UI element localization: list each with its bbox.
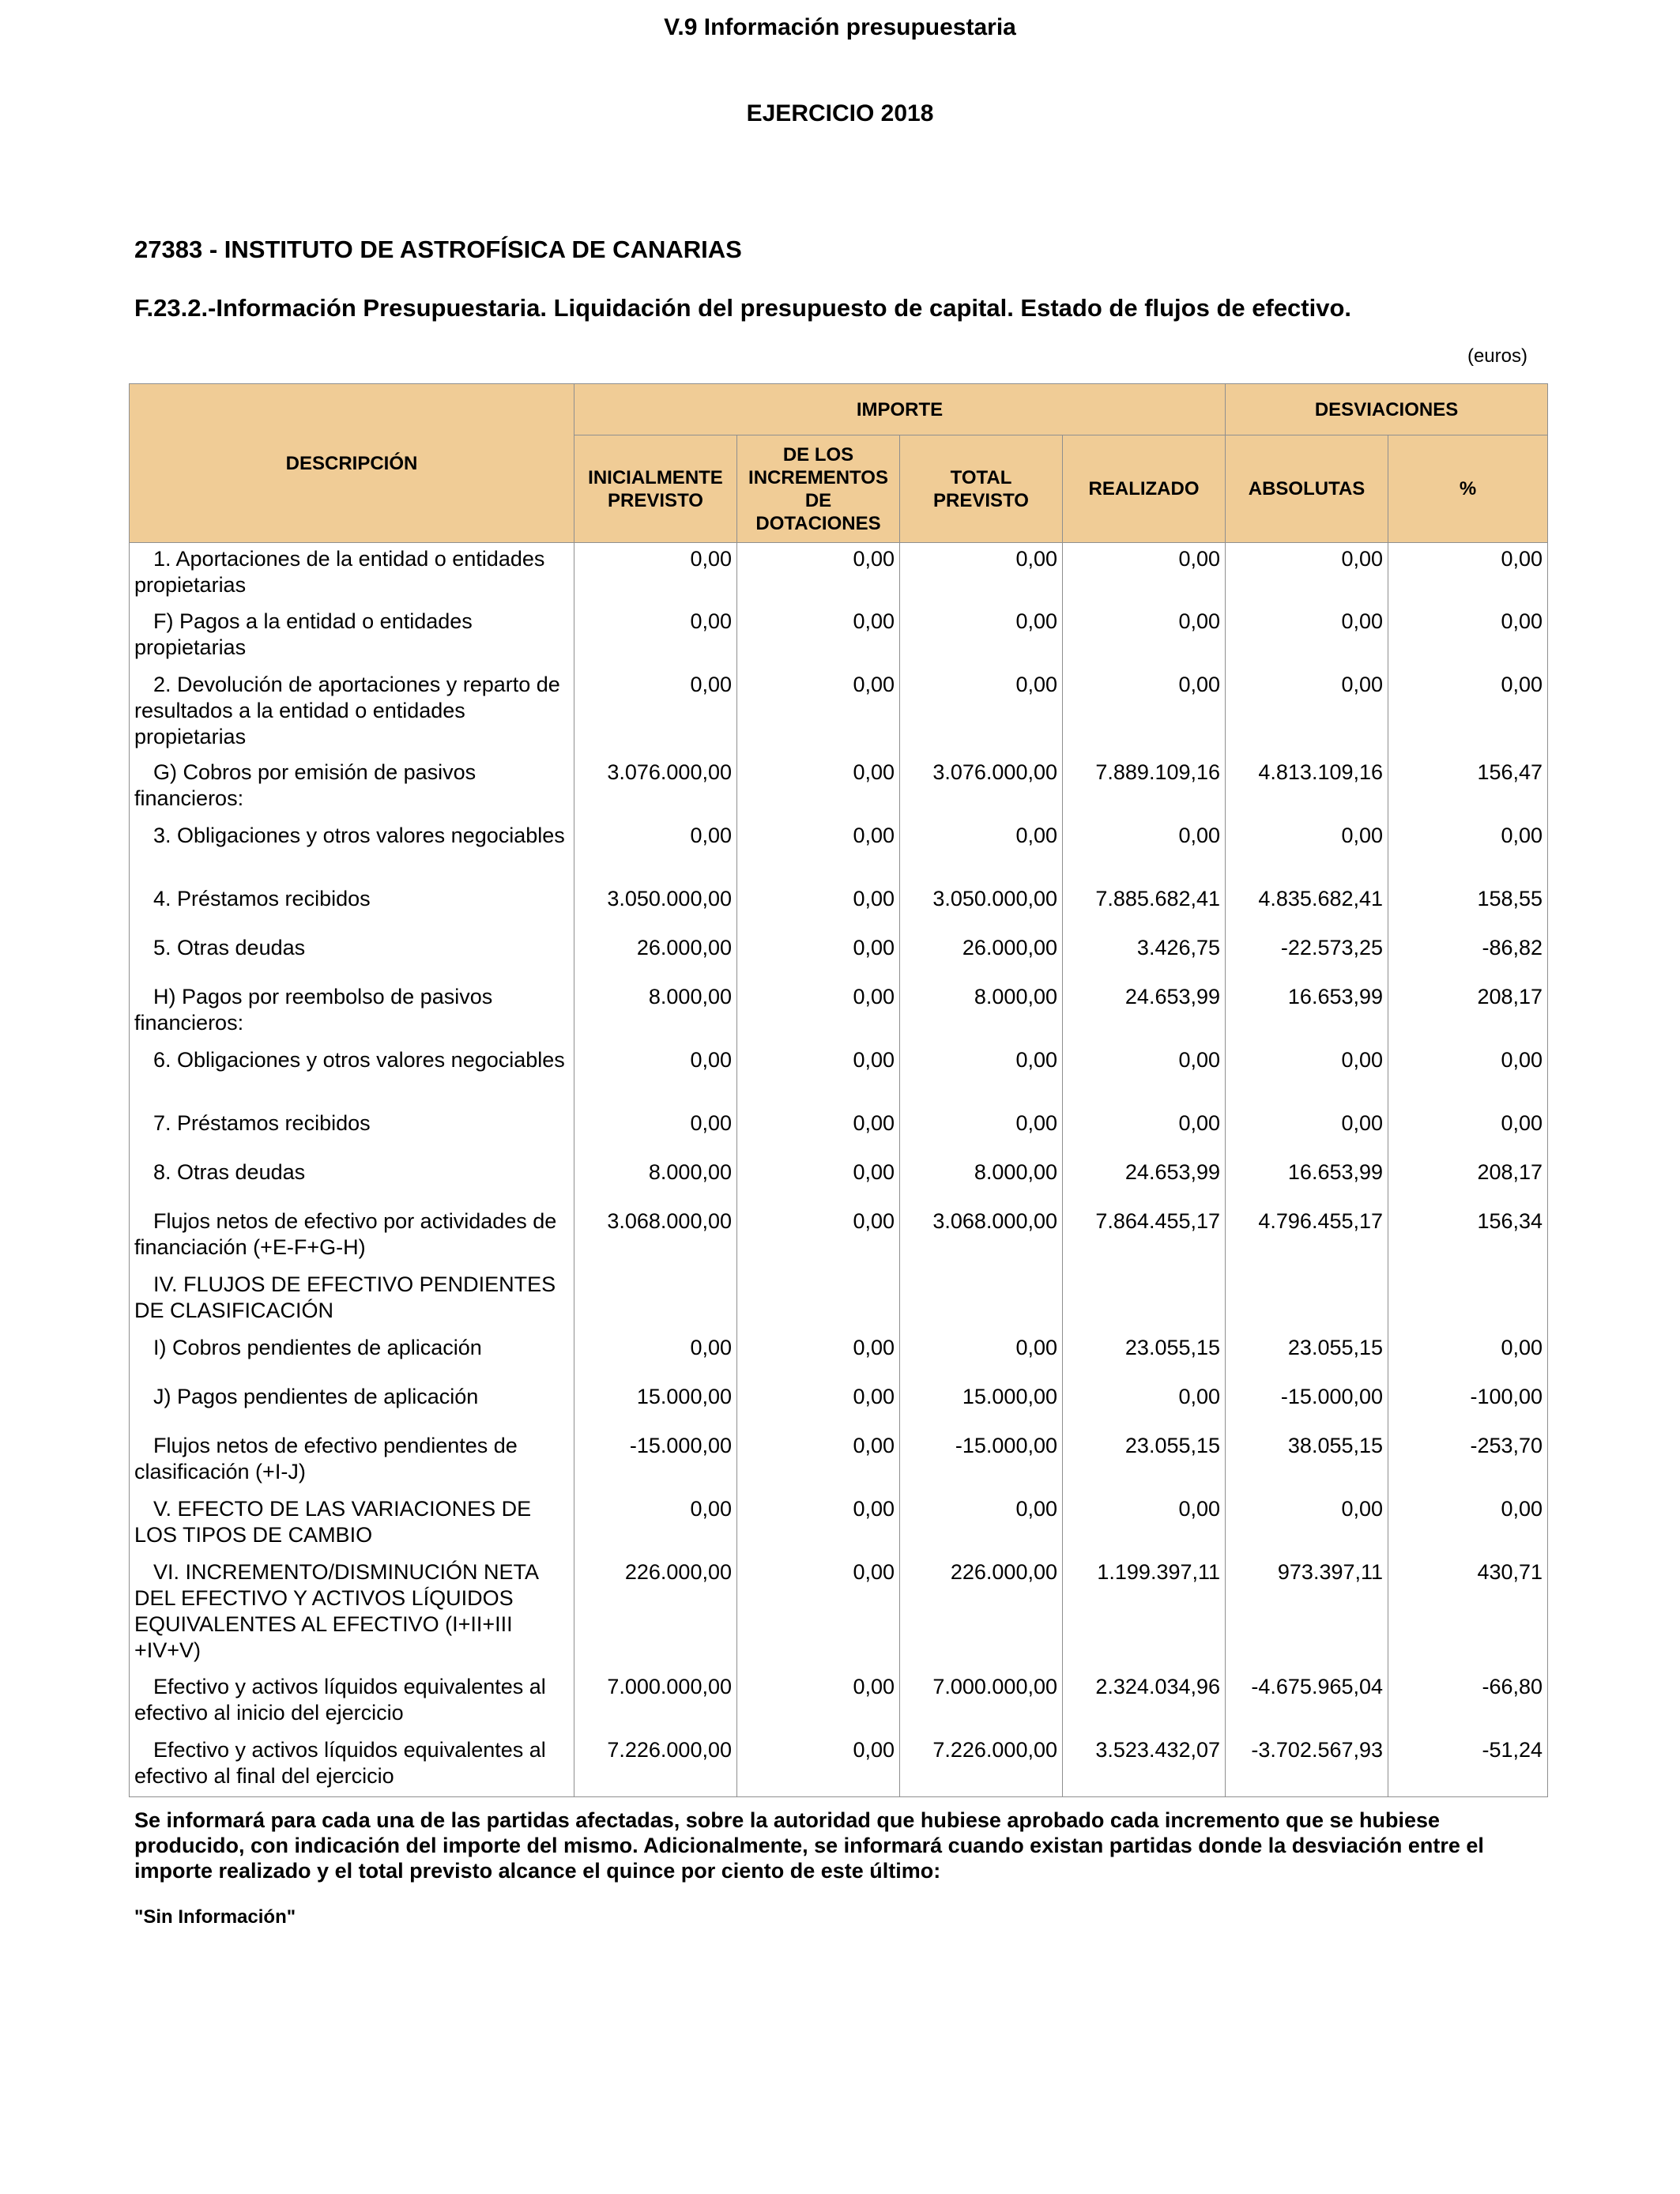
cell-absolutas: 0,00 bbox=[1226, 1107, 1388, 1156]
budget-table bbox=[129, 383, 1548, 1797]
table-row bbox=[130, 605, 1548, 669]
cell-inicialmente-previsto: 8.000,00 bbox=[574, 1156, 737, 1205]
row-description: V. EFECTO DE LAS VARIACIONES DE LOS TIPOS DE CAMBIO bbox=[130, 1493, 574, 1556]
header-inicialmente-previsto: INICIALMENTE PREVISTO bbox=[574, 435, 737, 543]
row-description: Flujos netos de efectivo pendientes de clasificación (+I-J) bbox=[130, 1430, 574, 1493]
cell-incrementos-dotaciones: 0,00 bbox=[737, 1671, 900, 1734]
table-row bbox=[130, 1734, 1548, 1797]
table-row bbox=[130, 820, 1548, 883]
cell-incrementos-dotaciones: 0,00 bbox=[737, 1556, 900, 1671]
table-row bbox=[130, 669, 1548, 756]
cell-realizado: 3.426,75 bbox=[1063, 932, 1226, 981]
cell-total-previsto: 0,00 bbox=[900, 1044, 1063, 1107]
cell-absolutas: 23.055,15 bbox=[1226, 1332, 1388, 1381]
year-title: EJERCICIO 2018 bbox=[746, 100, 934, 126]
row-description: VI. INCREMENTO/DISMINUCIÓN NETA DEL EFECTIVO Y ACTIVOS LÍQUIDOS EQUIVALENTES AL EFECTIVO (I+II+III +IV+V) bbox=[130, 1556, 574, 1671]
form-title: F.23.2.-Información Presupuestaria. Liquidación del presupuesto de capital. Estado de flujos de efectivo. bbox=[134, 294, 1352, 322]
header-descripcion: DESCRIPCIÓN bbox=[130, 384, 574, 543]
cell-absolutas: 0,00 bbox=[1226, 1493, 1388, 1556]
table-row bbox=[130, 1381, 1548, 1430]
row-description: Efectivo y activos líquidos equivalentes al efectivo al final del ejercicio bbox=[130, 1734, 574, 1797]
cell-percent: -86,82 bbox=[1388, 932, 1548, 981]
cell-absolutas: 0,00 bbox=[1226, 820, 1388, 883]
cell-inicialmente-previsto: 3.050.000,00 bbox=[574, 883, 737, 932]
cell-absolutas: -4.675.965,04 bbox=[1226, 1671, 1388, 1734]
row-description: F) Pagos a la entidad o entidades propietarias bbox=[130, 605, 574, 669]
cell-incrementos-dotaciones: 0,00 bbox=[737, 756, 900, 820]
cell-realizado: 23.055,15 bbox=[1063, 1332, 1226, 1381]
cell-total-previsto: 0,00 bbox=[900, 669, 1063, 756]
cell-total-previsto: 3.050.000,00 bbox=[900, 883, 1063, 932]
cell-percent: 158,55 bbox=[1388, 883, 1548, 932]
cell-percent: 0,00 bbox=[1388, 543, 1548, 605]
cell-realizado bbox=[1063, 1269, 1226, 1332]
cell-total-previsto: -15.000,00 bbox=[900, 1430, 1063, 1493]
cell-absolutas: 4.796.455,17 bbox=[1226, 1205, 1388, 1269]
cell-percent: -100,00 bbox=[1388, 1381, 1548, 1430]
cell-incrementos-dotaciones bbox=[737, 1269, 900, 1332]
table-row bbox=[130, 1156, 1548, 1205]
row-description: H) Pagos por reembolso de pasivos financieros: bbox=[130, 981, 574, 1044]
cell-inicialmente-previsto: 0,00 bbox=[574, 669, 737, 756]
cell-incrementos-dotaciones: 0,00 bbox=[737, 1044, 900, 1107]
row-description: 3. Obligaciones y otros valores negociables bbox=[130, 820, 574, 883]
table-row bbox=[130, 1205, 1548, 1269]
cell-incrementos-dotaciones: 0,00 bbox=[737, 605, 900, 669]
cell-incrementos-dotaciones: 0,00 bbox=[737, 1430, 900, 1493]
cell-absolutas: 16.653,99 bbox=[1226, 1156, 1388, 1205]
cell-total-previsto: 0,00 bbox=[900, 1332, 1063, 1381]
cell-realizado: 7.864.455,17 bbox=[1063, 1205, 1226, 1269]
cell-inicialmente-previsto: 0,00 bbox=[574, 1107, 737, 1156]
cell-inicialmente-previsto: 7.000.000,00 bbox=[574, 1671, 737, 1734]
cell-absolutas bbox=[1226, 1269, 1388, 1332]
cell-inicialmente-previsto: 0,00 bbox=[574, 605, 737, 669]
cell-incrementos-dotaciones: 0,00 bbox=[737, 1734, 900, 1797]
cell-incrementos-dotaciones: 0,00 bbox=[737, 883, 900, 932]
cell-inicialmente-previsto: 226.000,00 bbox=[574, 1556, 737, 1671]
cell-inicialmente-previsto: 3.068.000,00 bbox=[574, 1205, 737, 1269]
cell-percent: -51,24 bbox=[1388, 1734, 1548, 1797]
row-description: 1. Aportaciones de la entidad o entidades propietarias bbox=[130, 543, 574, 605]
table-row bbox=[130, 543, 1548, 605]
cell-absolutas: 16.653,99 bbox=[1226, 981, 1388, 1044]
cell-inicialmente-previsto: 0,00 bbox=[574, 1044, 737, 1107]
cell-incrementos-dotaciones: 0,00 bbox=[737, 1493, 900, 1556]
cell-realizado: 0,00 bbox=[1063, 1493, 1226, 1556]
cell-incrementos-dotaciones: 0,00 bbox=[737, 1381, 900, 1430]
cell-absolutas: -22.573,25 bbox=[1226, 932, 1388, 981]
cell-absolutas: 4.835.682,41 bbox=[1226, 883, 1388, 932]
table-body bbox=[130, 543, 1548, 1797]
cell-incrementos-dotaciones: 0,00 bbox=[737, 543, 900, 605]
cell-total-previsto: 0,00 bbox=[900, 1107, 1063, 1156]
cell-inicialmente-previsto: 0,00 bbox=[574, 820, 737, 883]
cell-total-previsto: 0,00 bbox=[900, 543, 1063, 605]
cell-total-previsto: 7.000.000,00 bbox=[900, 1671, 1063, 1734]
cell-total-previsto: 226.000,00 bbox=[900, 1556, 1063, 1671]
table-row bbox=[130, 1493, 1548, 1556]
cell-total-previsto: 0,00 bbox=[900, 1493, 1063, 1556]
row-description: 2. Devolución de aportaciones y reparto de resultados a la entidad o entidades propietarias bbox=[130, 669, 574, 756]
cell-inicialmente-previsto: 0,00 bbox=[574, 543, 737, 605]
entity-title: 27383 - INSTITUTO DE ASTROFÍSICA DE CANARIAS bbox=[134, 236, 742, 263]
table-row bbox=[130, 756, 1548, 820]
cell-absolutas: -15.000,00 bbox=[1226, 1381, 1388, 1430]
cell-realizado: 2.324.034,96 bbox=[1063, 1671, 1226, 1734]
row-description: IV. FLUJOS DE EFECTIVO PENDIENTES DE CLASIFICACIÓN bbox=[130, 1269, 574, 1332]
cell-realizado: 0,00 bbox=[1063, 605, 1226, 669]
cell-incrementos-dotaciones: 0,00 bbox=[737, 1205, 900, 1269]
header-percent: % bbox=[1388, 435, 1548, 543]
cell-inicialmente-previsto: 3.076.000,00 bbox=[574, 756, 737, 820]
cell-realizado: 1.199.397,11 bbox=[1063, 1556, 1226, 1671]
cell-total-previsto: 0,00 bbox=[900, 605, 1063, 669]
cell-realizado: 3.523.432,07 bbox=[1063, 1734, 1226, 1797]
table-row bbox=[130, 1332, 1548, 1381]
cell-absolutas: 0,00 bbox=[1226, 543, 1388, 605]
cell-percent: -66,80 bbox=[1388, 1671, 1548, 1734]
cell-percent: 0,00 bbox=[1388, 1493, 1548, 1556]
cell-incrementos-dotaciones: 0,00 bbox=[737, 981, 900, 1044]
row-description: 4. Préstamos recibidos bbox=[130, 883, 574, 932]
table-row bbox=[130, 1671, 1548, 1734]
table-row bbox=[130, 932, 1548, 981]
units-label: (euros) bbox=[1467, 345, 1527, 367]
cell-incrementos-dotaciones: 0,00 bbox=[737, 1156, 900, 1205]
row-description: Efectivo y activos líquidos equivalentes al efectivo al inicio del ejercicio bbox=[130, 1671, 574, 1734]
table-row bbox=[130, 1107, 1548, 1156]
header-absolutas: ABSOLUTAS bbox=[1226, 435, 1388, 543]
no-information: "Sin Información" bbox=[134, 1906, 296, 1928]
cell-absolutas: 0,00 bbox=[1226, 605, 1388, 669]
cell-inicialmente-previsto: 15.000,00 bbox=[574, 1381, 737, 1430]
footer-note: Se informará para cada una de las partidas afectadas, sobre la autoridad que hubiese aprobado cada incremento que se hubiese producido, con indicación del importe del mismo. Adicionalmente, se informará cuando existan partidas donde la desviación entre el importe realizado y el total previsto alcance el quince por ciento de este último: bbox=[134, 1808, 1484, 1883]
cell-realizado: 0,00 bbox=[1063, 543, 1226, 605]
cell-realizado: 7.889.109,16 bbox=[1063, 756, 1226, 820]
cell-realizado: 0,00 bbox=[1063, 1381, 1226, 1430]
cell-absolutas: 4.813.109,16 bbox=[1226, 756, 1388, 820]
cell-percent: 0,00 bbox=[1388, 1044, 1548, 1107]
row-description: I) Cobros pendientes de aplicación bbox=[130, 1332, 574, 1381]
cell-inicialmente-previsto: -15.000,00 bbox=[574, 1430, 737, 1493]
cell-total-previsto: 8.000,00 bbox=[900, 981, 1063, 1044]
cell-incrementos-dotaciones: 0,00 bbox=[737, 1107, 900, 1156]
cell-percent bbox=[1388, 1269, 1548, 1332]
cell-realizado: 0,00 bbox=[1063, 1107, 1226, 1156]
cell-total-previsto: 26.000,00 bbox=[900, 932, 1063, 981]
row-description: 5. Otras deudas bbox=[130, 932, 574, 981]
cell-percent: 208,17 bbox=[1388, 1156, 1548, 1205]
row-description: J) Pagos pendientes de aplicación bbox=[130, 1381, 574, 1430]
table-row bbox=[130, 1556, 1548, 1671]
table-row bbox=[130, 1430, 1548, 1493]
cell-percent: 430,71 bbox=[1388, 1556, 1548, 1671]
cell-incrementos-dotaciones: 0,00 bbox=[737, 820, 900, 883]
cell-absolutas: 973.397,11 bbox=[1226, 1556, 1388, 1671]
cell-inicialmente-previsto: 8.000,00 bbox=[574, 981, 737, 1044]
cell-percent: 0,00 bbox=[1388, 669, 1548, 756]
cell-absolutas: 0,00 bbox=[1226, 1044, 1388, 1107]
cell-total-previsto: 8.000,00 bbox=[900, 1156, 1063, 1205]
cell-realizado: 0,00 bbox=[1063, 669, 1226, 756]
cell-inicialmente-previsto bbox=[574, 1269, 737, 1332]
cell-inicialmente-previsto: 7.226.000,00 bbox=[574, 1734, 737, 1797]
cell-absolutas: 38.055,15 bbox=[1226, 1430, 1388, 1493]
cell-inicialmente-previsto: 0,00 bbox=[574, 1332, 737, 1381]
cell-realizado: 24.653,99 bbox=[1063, 981, 1226, 1044]
row-description: G) Cobros por emisión de pasivos financieros: bbox=[130, 756, 574, 820]
cell-total-previsto: 3.068.000,00 bbox=[900, 1205, 1063, 1269]
cell-total-previsto: 7.226.000,00 bbox=[900, 1734, 1063, 1797]
cell-percent: 0,00 bbox=[1388, 1107, 1548, 1156]
table-row bbox=[130, 1269, 1548, 1332]
cell-percent: 0,00 bbox=[1388, 605, 1548, 669]
cell-percent: 208,17 bbox=[1388, 981, 1548, 1044]
cell-realizado: 23.055,15 bbox=[1063, 1430, 1226, 1493]
cell-percent: 156,47 bbox=[1388, 756, 1548, 820]
cell-realizado: 24.653,99 bbox=[1063, 1156, 1226, 1205]
cell-percent: 156,34 bbox=[1388, 1205, 1548, 1269]
cell-percent: 0,00 bbox=[1388, 820, 1548, 883]
cell-inicialmente-previsto: 0,00 bbox=[574, 1493, 737, 1556]
row-description: 8. Otras deudas bbox=[130, 1156, 574, 1205]
table-row bbox=[130, 883, 1548, 932]
cell-total-previsto: 15.000,00 bbox=[900, 1381, 1063, 1430]
cell-percent: -253,70 bbox=[1388, 1430, 1548, 1493]
header-realizado: REALIZADO bbox=[1063, 435, 1226, 543]
row-description: 6. Obligaciones y otros valores negociables bbox=[130, 1044, 574, 1107]
cell-incrementos-dotaciones: 0,00 bbox=[737, 932, 900, 981]
cell-total-previsto bbox=[900, 1269, 1063, 1332]
header-total-previsto: TOTAL PREVISTO bbox=[900, 435, 1063, 543]
cell-percent: 0,00 bbox=[1388, 1332, 1548, 1381]
row-description: 7. Préstamos recibidos bbox=[130, 1107, 574, 1156]
cell-realizado: 7.885.682,41 bbox=[1063, 883, 1226, 932]
cell-incrementos-dotaciones: 0,00 bbox=[737, 669, 900, 756]
cell-realizado: 0,00 bbox=[1063, 1044, 1226, 1107]
header-incrementos-dotaciones: DE LOS INCREMENTOS DE DOTACIONES bbox=[737, 435, 900, 543]
cell-realizado: 0,00 bbox=[1063, 820, 1226, 883]
row-description: Flujos netos de efectivo por actividades de financiación (+E-F+G-H) bbox=[130, 1205, 574, 1269]
header-importe: IMPORTE bbox=[574, 384, 1226, 435]
cell-absolutas: 0,00 bbox=[1226, 669, 1388, 756]
cell-absolutas: -3.702.567,93 bbox=[1226, 1734, 1388, 1797]
cell-incrementos-dotaciones: 0,00 bbox=[737, 1332, 900, 1381]
section-title: V.9 Información presupuestaria bbox=[664, 14, 1016, 40]
cell-total-previsto: 0,00 bbox=[900, 820, 1063, 883]
table-row bbox=[130, 981, 1548, 1044]
header-desviaciones: DESVIACIONES bbox=[1226, 384, 1548, 435]
cell-total-previsto: 3.076.000,00 bbox=[900, 756, 1063, 820]
table-row bbox=[130, 1044, 1548, 1107]
cell-inicialmente-previsto: 26.000,00 bbox=[574, 932, 737, 981]
